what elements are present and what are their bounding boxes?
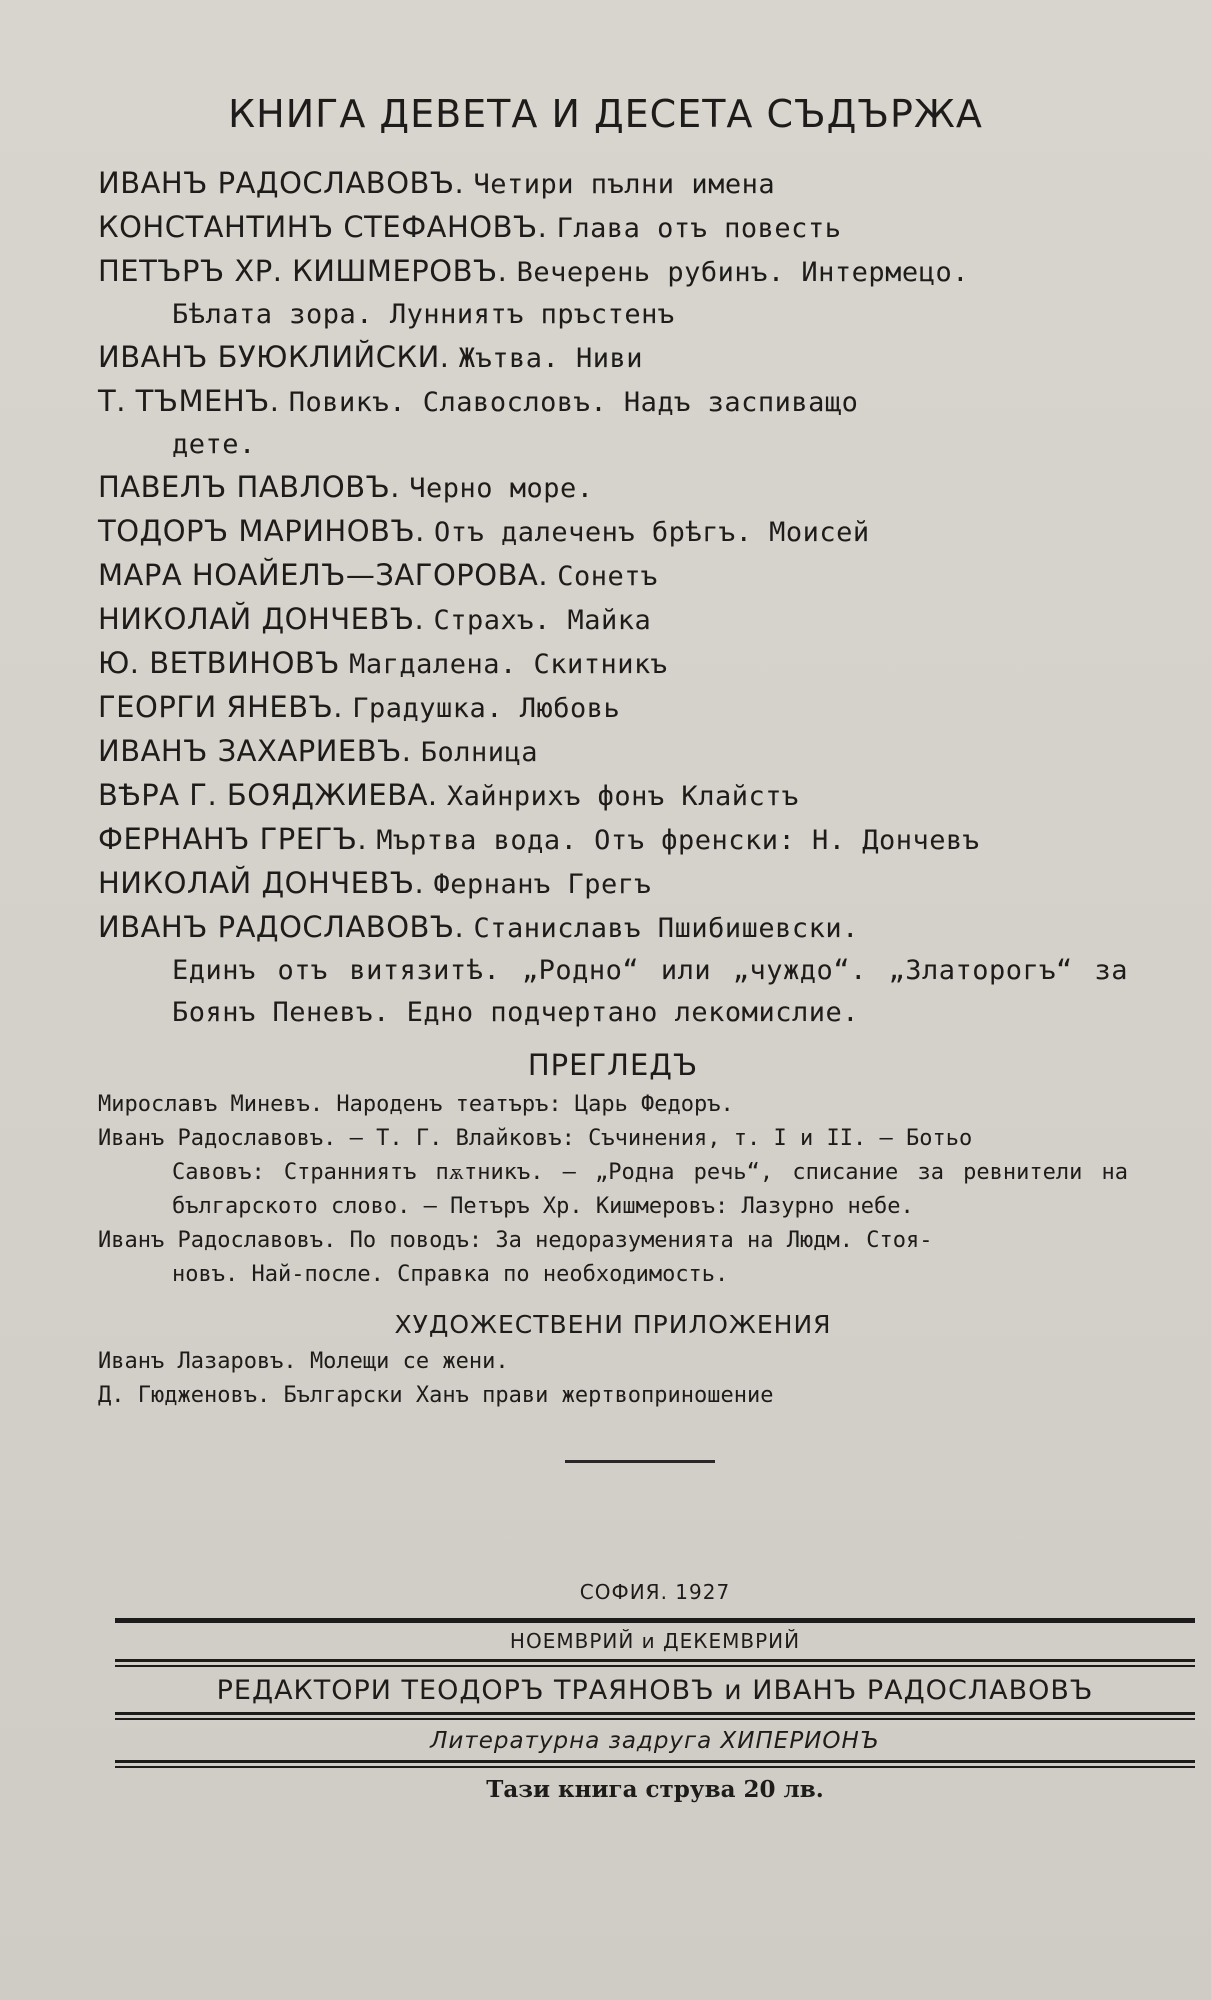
list-item [98,774,1128,818]
editors-line: РЕДАКТОРИ ТЕОДОРЪ ТРАЯНОВЪ и ИВАНЪ РАДОСЛАВОВЪ [216,1675,1094,1706]
entry-works: Мъртва вода. Отъ френски: Н. Дончевъ [376,825,980,856]
entry-author: ПАВЕЛЪ ПАВЛОВЪ. [98,470,400,504]
review-text: — Т. Г. Влайковъ: Съчинения, т. I и II. — Ботьо [349,1126,973,1151]
list-item [98,554,1128,598]
entry-author: МАРА НОАЙЕЛЪ—ЗАГОРОВА. [98,558,549,592]
list-item [98,380,1128,466]
divider [115,1712,1195,1715]
table-of-contents [98,162,1128,1413]
divider [565,1460,715,1463]
list-item [98,730,1128,774]
entry-author: ПЕТЪРЪ ХР. КИШМЕРОВЪ. [98,254,508,288]
footer [115,1580,1195,1811]
entry-author: ИВАНЪ БУЮКЛИЙСКИ. [98,340,450,374]
review-text-continued: новъ. Най-после. Справка по необходимость. [172,1262,729,1287]
list-item [98,250,1128,336]
list-item [98,336,1128,380]
entry-author: НИКОЛАЙ ДОНЧЕВЪ. [98,866,425,900]
art-text: Молещи се жени. [309,1349,509,1374]
list-item [98,1379,1128,1413]
entry-works: Повикъ. Славословъ. Надъ заспиващо [288,387,859,418]
divider [115,1659,1195,1662]
entry-author: ИВАНЪ РАДОСЛАВОВЪ. [98,166,465,200]
review-heading: ПРЕГЛЕДЪ [527,1048,699,1082]
review-author: Иванъ Радославовъ. [98,1228,337,1253]
entry-works: Станиславъ Пшибишевски. [473,913,859,944]
entry-works: Черно море. [409,473,594,504]
entry-author: КОНСТАНТИНЪ СТЕФАНОВЪ. [98,210,548,244]
entry-author: ТОДОРЪ МАРИНОВЪ. [98,514,425,548]
review-list [98,1088,1128,1292]
price-line: Тази книга струва 20 лв. [486,1776,824,1803]
list-item [98,466,1128,510]
entry-works-continued: Бѣлата зора. Лунниятъ пръстенъ [172,299,675,330]
entry-author: ИВАНЪ ЗАХАРИЕВЪ. [98,734,412,768]
entry-author: НИКОЛАЙ ДОНЧЕВЪ. [98,602,425,636]
review-text: По поводъ: За недоразуменията на Людм. Стоя- [349,1228,933,1253]
list-item [98,906,1128,1034]
entry-author: ИВАНЪ РАДОСЛАВОВЪ. [98,910,465,944]
list-item [98,1224,1128,1292]
entry-works: Болница [420,737,539,768]
art-heading: ХУДОЖЕСТВЕНИ ПРИЛОЖЕНИЯ [394,1310,832,1339]
entry-works: Страхъ. Майка [433,605,652,636]
list-item [98,206,1128,250]
issue-months: НОЕМВРИЙ и ДЕКЕМВРИЙ [509,1629,801,1653]
entry-author: ФЕРНАНЪ ГРЕГЪ. [98,822,368,856]
publication-place-year: СОФИЯ. 1927 [579,1580,731,1604]
list-item [98,598,1128,642]
divider [115,1760,1195,1763]
list-item [98,862,1128,906]
list-item [98,642,1128,686]
art-author: Иванъ Лазаровъ. [98,1349,297,1374]
entry-author: ВѢРА Г. БОЯДЖИЕВА. [98,778,438,812]
list-item [98,1345,1128,1379]
review-author: Иванъ Радославовъ. [98,1126,337,1151]
entry-works: Хайнрихъ фонъ Клайстъ [446,781,799,812]
entry-works: Жътва. Ниви [458,343,644,374]
review-author: Мирославъ Миневъ. [98,1092,324,1117]
entry-author: Т. ТЪМЕНЪ. [98,384,280,418]
list-item [98,162,1128,206]
entry-works: Сонетъ [557,561,658,592]
entry-author: Ю. ВЕТВИНОВЪ [98,646,340,680]
list-item [98,1122,1128,1224]
art-author: Д. Гюдженовъ. [98,1383,271,1408]
entry-works: Отъ далеченъ брѣгъ. Моисей [434,517,870,548]
entry-author: ГЕОРГИ ЯНЕВЪ. [98,690,343,724]
review-text-continued: Савовъ: Странниятъ пѫтникъ. — „Родна речь“, списание за ревнители на българското слово. — Петъръ Хр. Кишмеровъ: Лазурно небе. [172,1160,1128,1219]
list-item [98,510,1128,554]
page-title: КНИГА ДЕВЕТА И ДЕСЕТА СЪДЪРЖА [228,92,983,136]
entry-works: Вечерень рубинъ. Интермецо. [516,257,969,288]
entry-works: Градушка. Любовь [352,693,621,724]
review-text: Народенъ театъръ: Царь Федоръ. [336,1092,734,1117]
list-item [98,1088,1128,1122]
entry-works-continued: Единъ отъ витязитѣ. „Родно“ или „чуждо“. „Златорогъ“ за Боянъ Пеневъ. Едно подчертано лекомислие. [172,955,1128,1028]
art-list [98,1345,1128,1413]
list-item [98,818,1128,862]
entry-works-continued: дете. [172,429,256,460]
entry-works: Магдалена. Скитникъ [349,649,668,680]
entry-works: Четири пълни имена [473,169,776,200]
entry-works: Глава отъ повесть [556,213,842,244]
publisher-line: Литературна задруга ХИПЕРИОНЪ [430,1728,880,1754]
entry-works: Фернанъ Грегъ [433,869,652,900]
art-text: Български Ханъ прави жертвоприношение [283,1383,774,1408]
list-item [98,686,1128,730]
